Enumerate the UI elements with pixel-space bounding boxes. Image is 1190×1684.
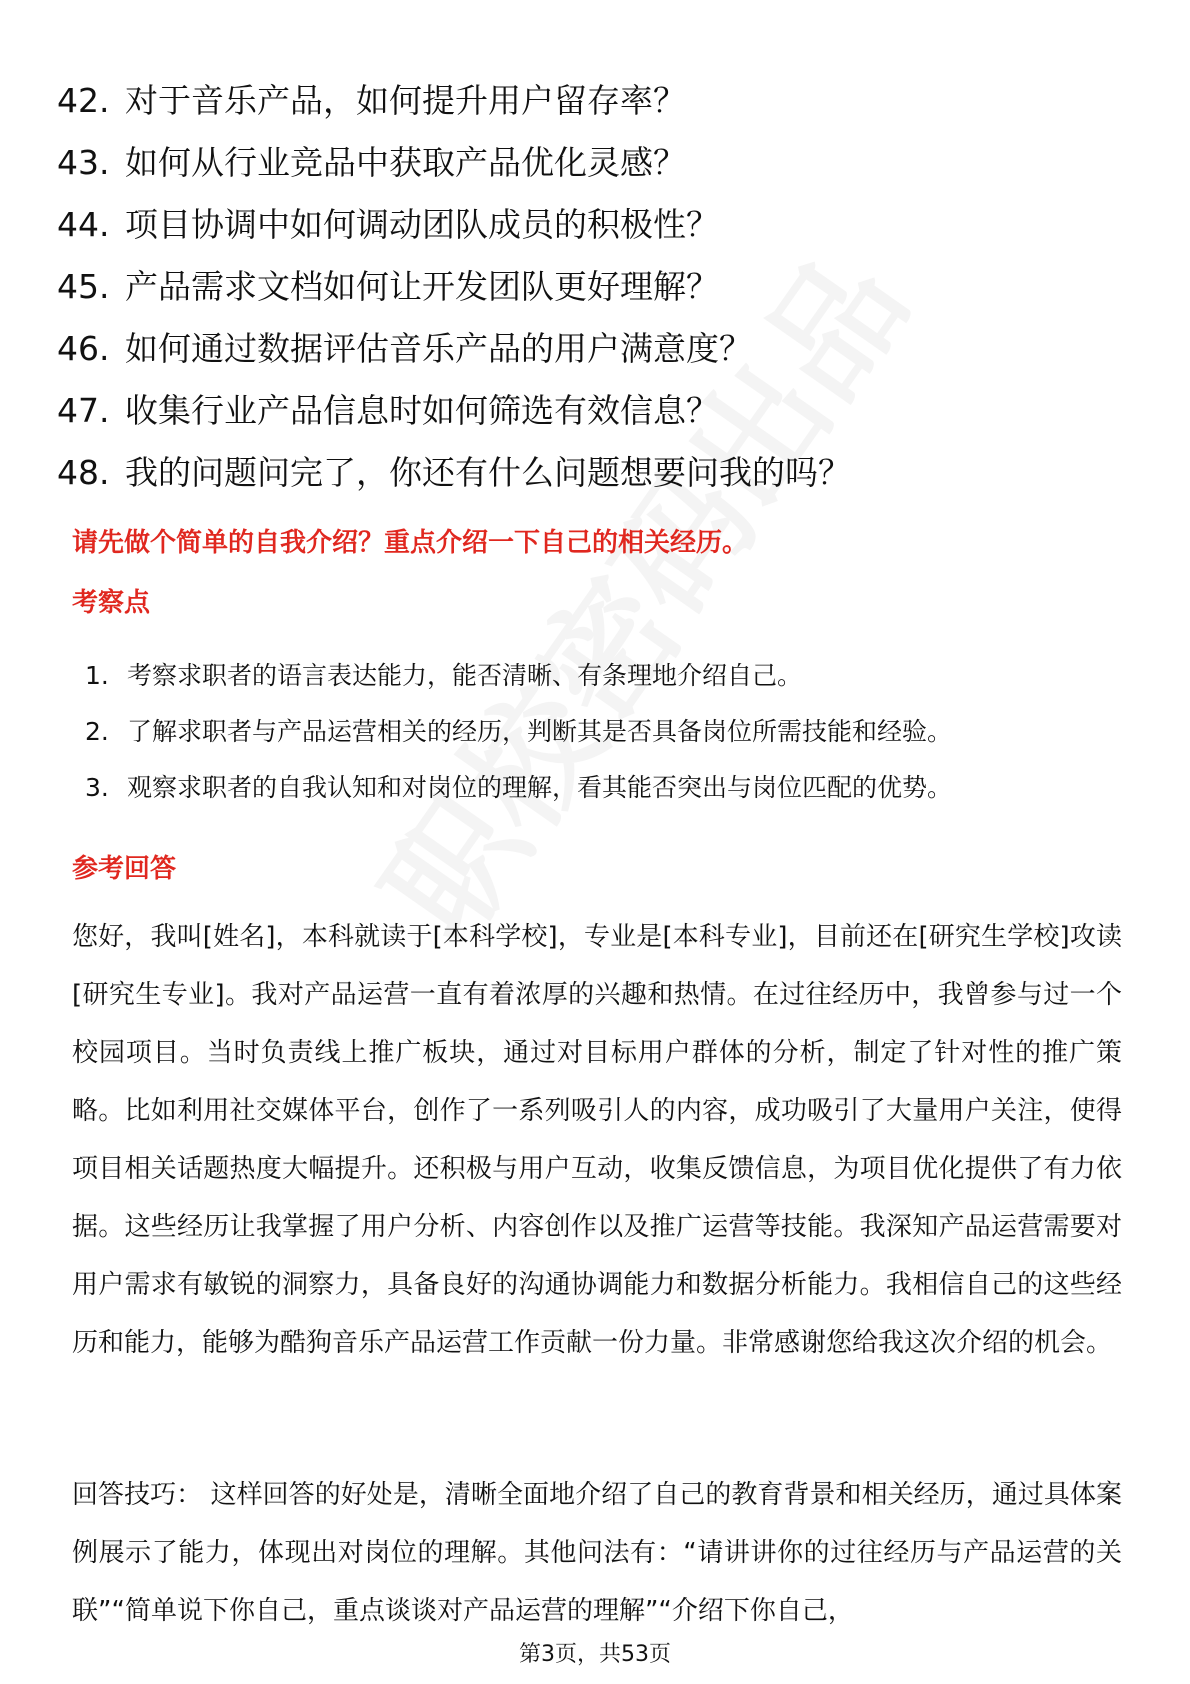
question-item xyxy=(57,194,1137,256)
focus-point-text: 观察求职者的自我认知和对岗位的理解，看其能否突出与岗位匹配的优势。 xyxy=(127,773,953,802)
focus-point-number: 2. xyxy=(85,717,109,746)
question-item xyxy=(57,132,1137,194)
question-text: 对于音乐产品，如何提升用户留存率？ xyxy=(125,81,686,120)
focus-points-list xyxy=(85,648,1145,816)
question-number: 43. xyxy=(57,143,110,182)
question-number: 45. xyxy=(57,267,110,306)
focus-points-heading: 考察点 xyxy=(72,588,151,618)
reference-answer-paragraph: 您好，我叫[姓名]，本科就读于[本科学校]，专业是[本科专业]，目前还在[研究生学校]攻读[研究生专业]。我对产品运营一直有着浓厚的兴趣和热情。在过往经历中，我曾参与过一个校园项目。当时负责线上推广板块，通过对目标用户群体的分析，制定了针对性的推广策略。比如利用社交媒体平台，创作了一系列吸引人的内容，成功吸引了大量用户关注，使得项目相关话题热度大幅提升。还积极与用户互动，收集反馈信息，为项目优化提供了有力依据。这些经历让我掌握了用户分析、内容创作以及推广运营等技能。我深知产品运营需要对用户需求有敏锐的洞察力，具备良好的沟通协调能力和数据分析能力。我相信自己的这些经历和能力，能够为酷狗音乐产品运营工作贡献一份力量。非常感谢您给我这次介绍的机会。 xyxy=(72,922,1122,1358)
focus-point-text: 考察求职者的语言表达能力，能否清晰、有条理地介绍自己。 xyxy=(127,661,803,690)
question-item xyxy=(57,380,1137,442)
focus-point-text: 了解求职者与产品运营相关的经历，判断其是否具备岗位所需技能和经验。 xyxy=(127,717,953,746)
question-item xyxy=(57,442,1137,504)
focus-point-item xyxy=(85,760,1145,816)
question-text: 收集行业产品信息时如何筛选有效信息？ xyxy=(125,391,719,430)
question-number: 44. xyxy=(57,205,110,244)
question-number: 47. xyxy=(57,391,110,430)
focus-point-number: 1. xyxy=(85,661,109,690)
question-item xyxy=(57,70,1137,132)
question-text: 如何通过数据评估音乐产品的用户满意度？ xyxy=(125,329,752,368)
focus-point-item xyxy=(85,648,1145,704)
question-text: 如何从行业竞品中获取产品优化灵感？ xyxy=(125,143,686,182)
reference-answer-heading: 参考回答 xyxy=(72,854,177,884)
question-item xyxy=(57,318,1137,380)
question-text: 项目协调中如何调动团队成员的积极性？ xyxy=(125,205,719,244)
focus-point-number: 3. xyxy=(85,773,109,802)
question-list xyxy=(57,70,1137,504)
question-number: 42. xyxy=(57,81,110,120)
question-text: 产品需求文档如何让开发团队更好理解？ xyxy=(125,267,719,306)
question-number: 46. xyxy=(57,329,110,368)
page-footer: 第3页，共53页 xyxy=(519,1642,671,1667)
answer-tips-paragraph: 回答技巧： 这样回答的好处是，清晰全面地介绍了自己的教育背景和相关经历，通过具体案例展示了能力，体现出对岗位的理解。其他问法有：“请讲讲你的过往经历与产品运营的关联”“简单说下你自己，重点谈谈对产品运营的理解”“介绍下你自己， xyxy=(72,1480,1122,1626)
focus-point-item xyxy=(85,704,1145,760)
question-number: 48. xyxy=(57,453,110,492)
question-text: 我的问题问完了，你还有什么问题想要问我的吗？ xyxy=(125,453,851,492)
question-item xyxy=(57,256,1137,318)
interview-question-heading: 请先做个简单的自我介绍？重点介绍一下自己的相关经历。 xyxy=(72,528,749,558)
